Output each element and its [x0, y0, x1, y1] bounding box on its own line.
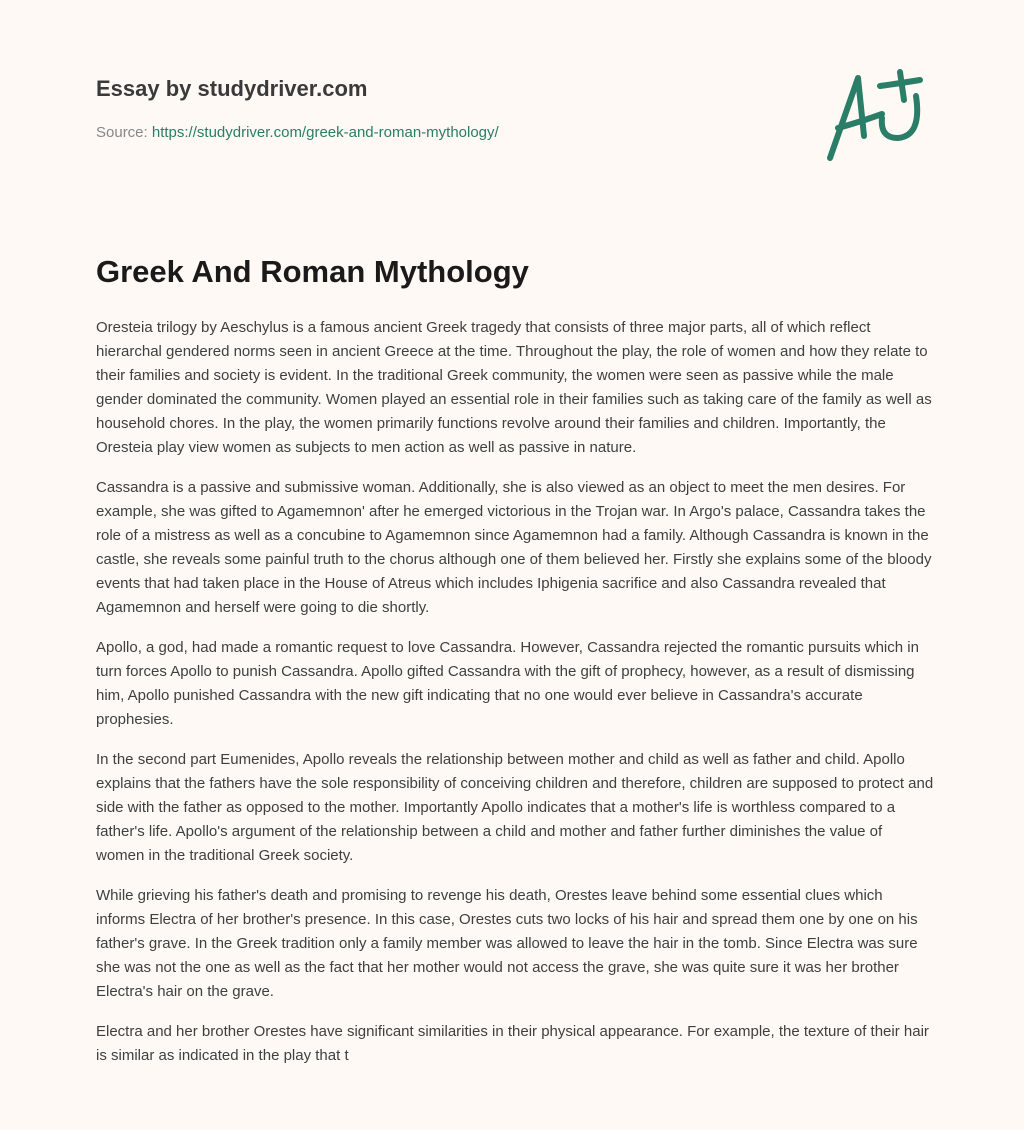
source-line	[96, 124, 499, 141]
article-body	[96, 316, 934, 1084]
paragraph: In the second part Eumenides, Apollo reveals the relationship between mother and child as well as father and child. Apollo explains that the fathers have the sole responsibility of conceiving children and therefore, children are supposed to protect and side with the father as opposed to the mother. Importantly Apollo indicates that a mother's life is worthless compared to a father's life. Apollo's argument of the relationship between a child and mother and father further diminishes the value of women in the traditional Greek society.	[96, 751, 934, 864]
paragraph: Electra and her brother Orestes have significant similarities in their physical appearance. For example, the texture of their hair is similar as indicated in the play that t	[96, 1023, 929, 1064]
paragraph: Oresteia trilogy by Aeschylus is a famous ancient Greek tragedy that consists of three major parts, all of which reflect hierarchal gendered norms seen in ancient Greece at the time. Throughout the play, the role of women and how they relate to their families and society is evident. In the traditional Greek community, the women were seen as passive while the male gender dominated the community. Women played an essential role in their families such as taking care of the family as well as household chores. In the play, the women primarily functions revolve around their families and children. Importantly, the Oresteia play view women as subjects to men action as well as passive in nature.	[96, 319, 932, 456]
source-link[interactable]: https://studydriver.com/greek-and-roman-mythology/	[151, 124, 499, 141]
article-title: Greek And Roman Mythology	[96, 254, 529, 289]
paragraph: Apollo, a god, had made a romantic request to love Cassandra. However, Cassandra rejected the romantic pursuits which in turn forces Apollo to punish Cassandra. Apollo gifted Cassandra with the gift of prophecy, however, as a result of dismissing him, Apollo punished Cassandra with the new gift indicating that no one would ever believe in Cassandra's accurate prophesies.	[96, 639, 919, 728]
site-title: Essay by studydriver.com	[96, 76, 368, 101]
paragraph: While grieving his father's death and promising to revenge his death, Orestes leave behind some essential clues which informs Electra of her brother's presence. In this case, Orestes cuts two locks of his hair and spread them one by one on his father's grave. In the Greek tradition only a family member was allowed to leave the hair in the tomb. Since Electra was sure she was not the one as well as the fact that her mother would not access the grave, she was quite sure it was her brother Electra's hair on the grave.	[96, 887, 918, 1000]
paragraph: Cassandra is a passive and submissive woman. Additionally, she is also viewed as an object to meet the men desires. For example, she was gifted to Agamemnon' after he emerged victorious in the Trojan war. In Argo's palace, Cassandra takes the role of a mistress as well as a concubine to Agamemnon since Agamemnon had a family. Although Cassandra is known in the castle, she reveals some painful truth to the chorus although one of them believed her. Firstly she explains some of the bloody events that had taken place in the House of Atreus which includes Iphigenia sacrifice and also Cassandra revealed that Agamemnon and herself were going to die shortly.	[96, 479, 932, 616]
a-plus-logo-icon	[820, 66, 930, 166]
source-label: Source:	[96, 124, 148, 141]
